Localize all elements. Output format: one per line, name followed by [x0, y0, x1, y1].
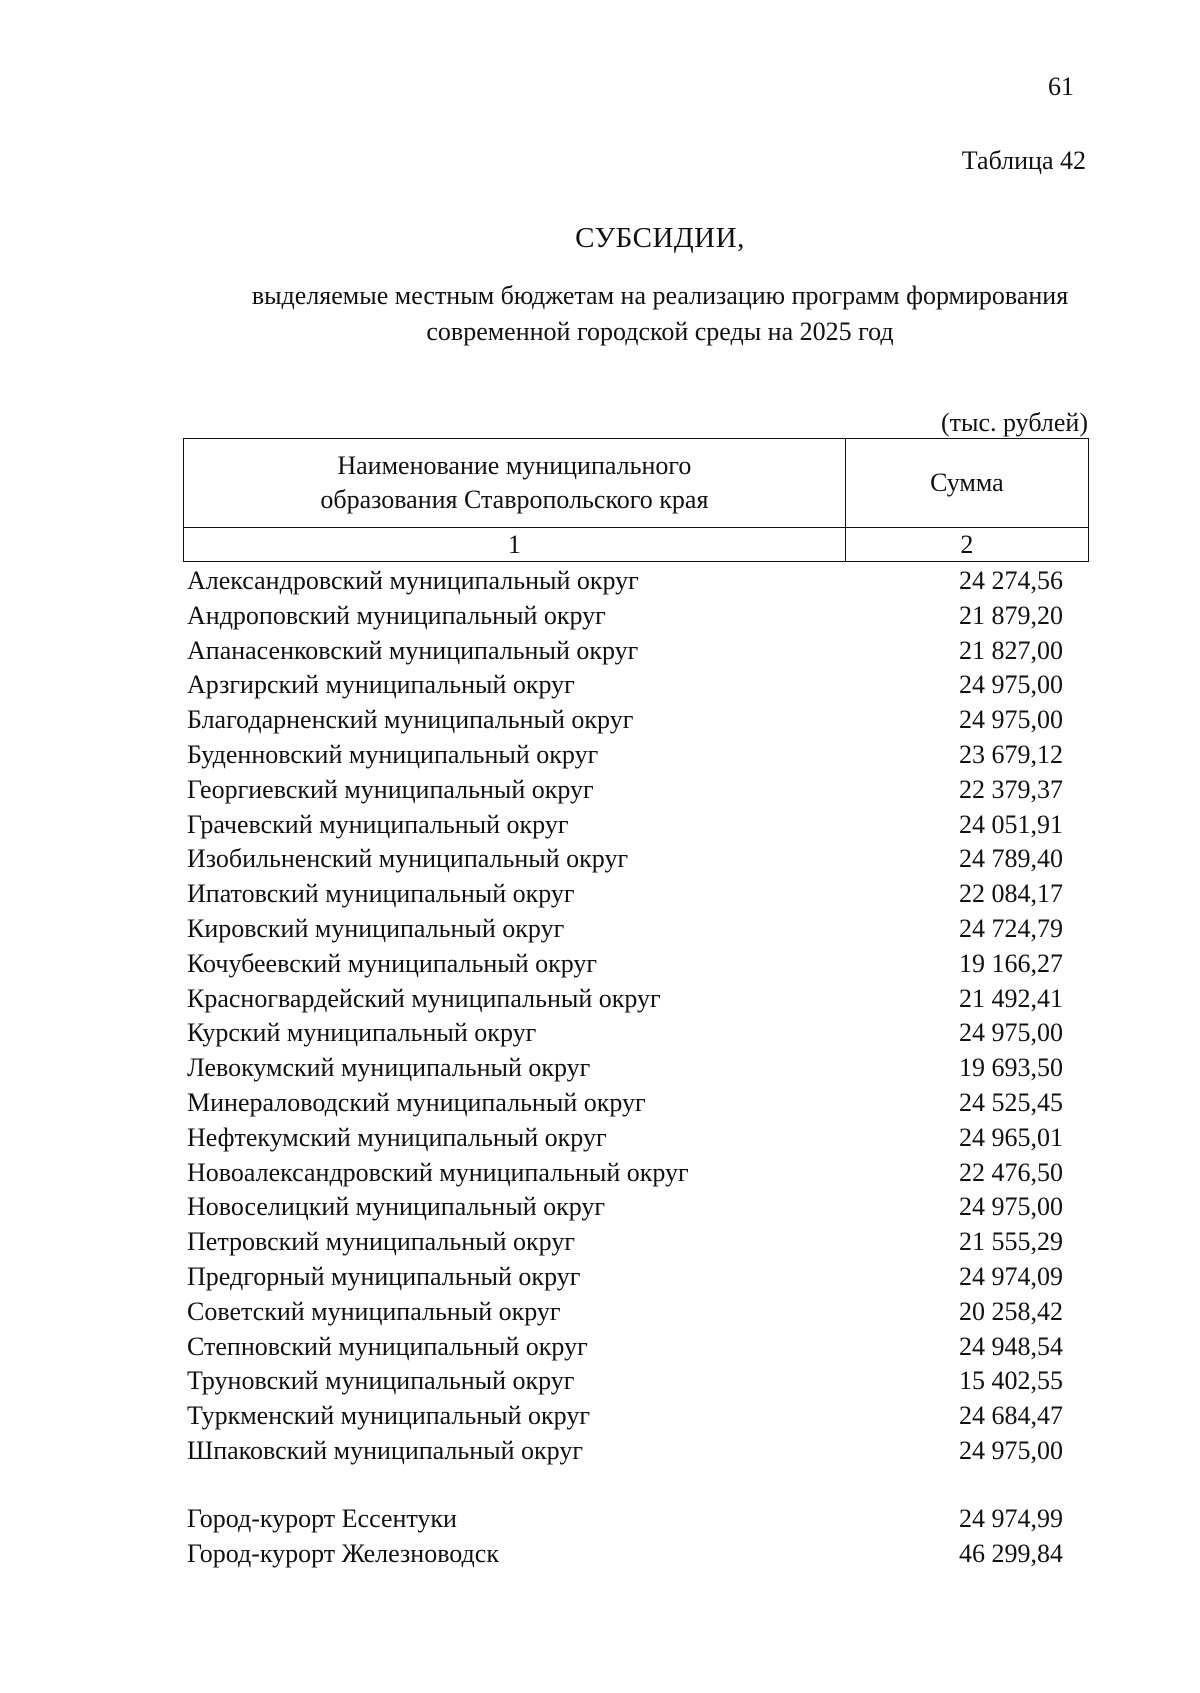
municipality-name: Кировский муниципальный округ [187, 913, 565, 943]
subsidy-amount: 46 299,84 [959, 1538, 1063, 1568]
table-row [187, 1502, 1127, 1537]
municipality-name: Город-курорт Железноводск [187, 1538, 499, 1568]
subsidy-amount: 21 827,00 [959, 635, 1063, 665]
subsidy-amount: 23 679,12 [959, 739, 1063, 769]
document-subtitle [200, 278, 1120, 350]
municipality-name: Благодарненский муниципальный округ [187, 705, 634, 735]
subsidy-amount: 19 166,27 [959, 948, 1063, 978]
municipality-name: Петровский муниципальный округ [187, 1227, 575, 1257]
table-row [187, 1156, 1127, 1191]
municipality-name: Кочубеевский муниципальный округ [187, 948, 598, 978]
table-row [187, 1051, 1127, 1086]
subsidy-amount: 22 084,17 [959, 879, 1063, 909]
subsidy-amount: 21 555,29 [959, 1227, 1063, 1257]
municipality-name: Предгорный муниципальный округ [187, 1261, 581, 1291]
subsidy-amount: 24 789,40 [959, 844, 1063, 874]
municipality-name: Труновский муниципальный округ [187, 1366, 575, 1396]
subsidy-amount: 21 492,41 [959, 983, 1063, 1013]
municipality-name: Город-курорт Ессентуки [187, 1504, 457, 1533]
subsidy-amount: 24 724,79 [959, 913, 1063, 943]
header-number-2: 2 [845, 528, 1088, 562]
table-row [187, 1086, 1127, 1121]
table-row [187, 668, 1127, 703]
municipality-name: Новоселицкий муниципальный округ [187, 1192, 606, 1222]
municipality-name: Советский муниципальный округ [187, 1296, 561, 1326]
table-row [187, 1537, 1127, 1572]
municipality-name: Левокумский муниципальный округ [187, 1053, 591, 1083]
municipality-name: Степновский муниципальный округ [187, 1331, 588, 1361]
table-row [187, 599, 1127, 634]
subsidy-amount: 20 258,42 [959, 1296, 1063, 1326]
subsidy-amount: 21 879,20 [959, 600, 1063, 630]
header-sum-cell: Сумма [845, 439, 1088, 528]
table-row [187, 703, 1127, 738]
municipality-name: Буденновский муниципальный округ [187, 739, 599, 769]
subtitle-line-1: выделяемые местным бюджетам на реализацию программ формирования [251, 281, 1069, 310]
subsidy-amount: 24 948,54 [959, 1331, 1063, 1361]
table-row [187, 564, 1127, 599]
municipality-name: Минераловодский муниципальный округ [187, 1087, 646, 1117]
municipality-name: Красногвардейский муниципальный округ [187, 983, 661, 1013]
table-body [187, 564, 1127, 1469]
municipality-name: Георгиевский муниципальный округ [187, 774, 594, 804]
header-name-cell [184, 439, 846, 528]
municipality-name: Александровский муниципальный округ [187, 566, 639, 595]
subsidy-amount: 22 476,50 [959, 1157, 1063, 1187]
municipality-name: Новоалександровский муниципальный округ [187, 1157, 689, 1187]
subsidy-amount: 24 051,91 [959, 809, 1063, 839]
subsidy-amount: 19 693,50 [959, 1053, 1063, 1083]
table-row [187, 842, 1127, 877]
table-row [187, 1364, 1127, 1399]
municipality-name: Арзгирский муниципальный округ [187, 670, 575, 700]
subsidy-amount: 24 974,09 [959, 1261, 1063, 1291]
subsidy-amount: 24 975,00 [959, 1192, 1063, 1222]
subsidy-amount: 15 402,55 [959, 1366, 1063, 1396]
table-row [187, 808, 1127, 843]
table-row [187, 1434, 1127, 1469]
table-row [187, 738, 1127, 773]
subsidy-amount: 24 975,00 [959, 705, 1063, 735]
municipality-name: Грачевский муниципальный округ [187, 809, 569, 839]
municipality-name: Нефтекумский муниципальный округ [187, 1122, 607, 1152]
municipality-name: Шпаковский муниципальный округ [187, 1435, 583, 1465]
subsidy-amount: 24 525,45 [959, 1087, 1063, 1117]
table-row [187, 1190, 1127, 1225]
municipality-name: Андроповский муниципальный округ [187, 600, 606, 630]
municipality-name: Апанасенковский муниципальный округ [187, 635, 639, 665]
table-body-cities [187, 1502, 1127, 1572]
table-row [187, 912, 1127, 947]
table-header [183, 438, 1089, 562]
table-row [187, 1225, 1127, 1260]
table-row [187, 1260, 1127, 1295]
subsidy-amount: 24 975,00 [959, 670, 1063, 700]
subsidy-amount: 24 974,99 [959, 1504, 1063, 1533]
table-row [187, 982, 1127, 1017]
municipality-name: Изобильненский муниципальный округ [187, 844, 629, 874]
document-title: СУБСИДИИ, [575, 222, 745, 254]
header-name-line-1: Наименование муниципального [337, 451, 692, 480]
table-row [187, 1399, 1127, 1434]
table-row [187, 1016, 1127, 1051]
subsidy-amount: 24 684,47 [959, 1401, 1063, 1431]
subsidy-amount: 24 975,00 [959, 1435, 1063, 1465]
municipality-name: Курский муниципальный округ [187, 1018, 537, 1048]
table-row [187, 1330, 1127, 1365]
subsidy-amount: 24 274,56 [959, 566, 1063, 595]
header-number-1: 1 [184, 528, 846, 562]
table-row [187, 877, 1127, 912]
units-label: (тыс. рублей) [940, 408, 1088, 437]
table-row [187, 773, 1127, 808]
table-label: Таблица 42 [961, 146, 1086, 175]
header-name-line-2: образования Ставропольского края [320, 485, 709, 514]
subtitle-line-2: современной городской среды на 2025 год [426, 317, 894, 346]
table-row [187, 1121, 1127, 1156]
table-row [187, 947, 1127, 982]
table-row [187, 634, 1127, 669]
table-row [187, 1295, 1127, 1330]
subsidy-amount: 24 975,00 [959, 1018, 1063, 1048]
municipality-name: Ипатовский муниципальный округ [187, 879, 575, 909]
municipality-name: Туркменский муниципальный округ [187, 1401, 590, 1431]
subsidy-amount: 24 965,01 [959, 1122, 1063, 1152]
subsidy-amount: 22 379,37 [959, 774, 1063, 804]
page-number: 61 [1048, 72, 1074, 101]
